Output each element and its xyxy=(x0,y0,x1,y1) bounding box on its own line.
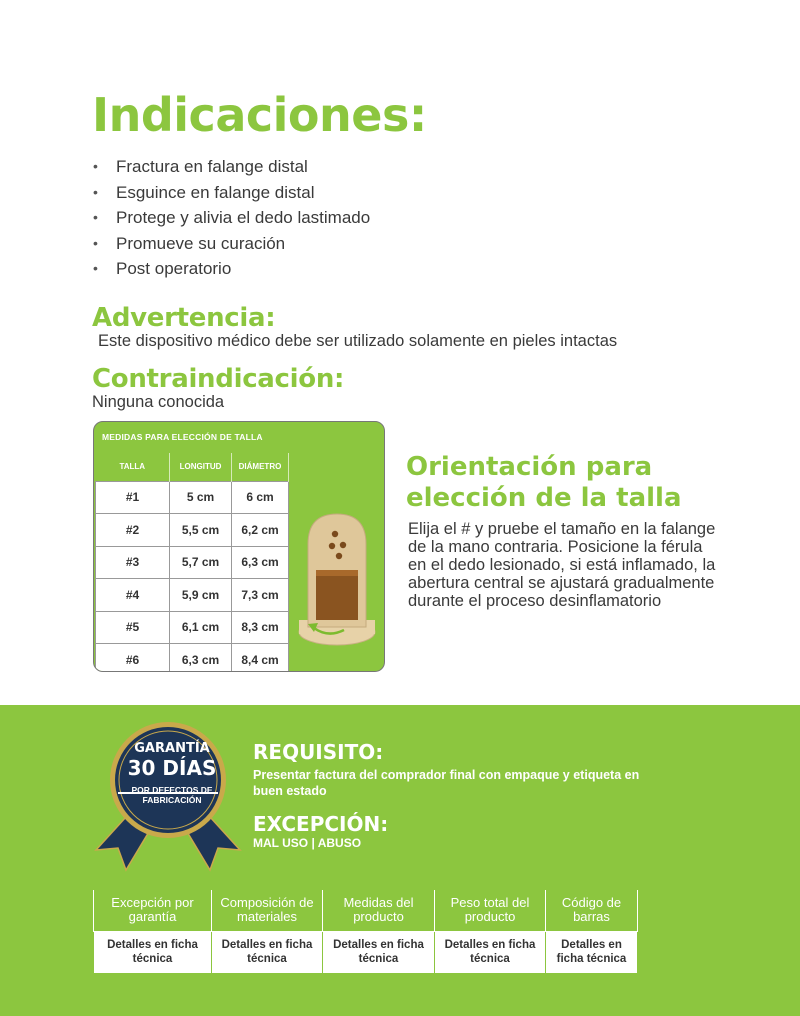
column-header: Composición de materiales xyxy=(212,890,323,931)
table-row xyxy=(96,481,289,514)
length-cell: 5 cm xyxy=(170,481,232,514)
size-cell: #6 xyxy=(96,644,170,673)
table-header-row xyxy=(94,890,638,931)
list-item: • Protege y alivia el dedo lastimado xyxy=(92,205,370,231)
size-cell: #3 xyxy=(96,546,170,579)
size-table-card xyxy=(93,421,385,672)
diameter-cell: 8,4 cm xyxy=(232,644,289,673)
contraindication-text: Ninguna conocida xyxy=(92,393,225,411)
orientation-title-line1: Orientación para xyxy=(406,452,653,482)
column-header: LONGITUD xyxy=(170,453,232,481)
badge-days-label: 30 DÍAS xyxy=(127,756,217,780)
size-cell: #5 xyxy=(96,611,170,644)
table-row xyxy=(96,579,289,612)
list-item: • Promueve su curación xyxy=(92,231,370,257)
list-item: • Post operatorio xyxy=(92,256,370,282)
table-row xyxy=(96,546,289,579)
length-cell: 5,9 cm xyxy=(170,579,232,612)
table-cell: Detalles en ficha técnica xyxy=(212,931,323,973)
exception-text: MAL USO | ABUSO xyxy=(253,836,362,850)
table-cell: Detalles en ficha técnica xyxy=(94,931,212,973)
diameter-cell: 6,3 cm xyxy=(232,546,289,579)
diameter-cell: 7,3 cm xyxy=(232,579,289,612)
indications-title: Indicaciones: xyxy=(92,88,427,142)
table-cell: Detalles en ficha técnica xyxy=(323,931,435,973)
requirement-title: REQUISITO: xyxy=(253,740,384,764)
table-row xyxy=(96,644,289,673)
list-item: • Esguince en falange distal xyxy=(92,180,370,206)
diameter-cell: 6,2 cm xyxy=(232,514,289,547)
column-header: Código de barras xyxy=(546,890,638,931)
list-item: • Fractura en falange distal xyxy=(92,154,370,180)
column-header: Peso total del producto xyxy=(435,890,546,931)
column-header: TALLA xyxy=(96,453,170,481)
warning-text: Este dispositivo médico debe ser utilizado solamente en pieles intactas xyxy=(98,332,618,350)
table-cell: Detalles en ficha técnica xyxy=(546,931,638,973)
orientation-title-line2: elección de la talla xyxy=(406,483,682,513)
requirement-text: Presentar factura del comprador final con empaque y etiqueta en buen estado xyxy=(253,768,640,798)
diameter-cell: 6 cm xyxy=(232,481,289,514)
table-row xyxy=(94,931,638,973)
length-cell: 6,1 cm xyxy=(170,611,232,644)
column-header: Medidas del producto xyxy=(323,890,435,931)
orientation-title xyxy=(406,452,682,514)
badge-warranty-label: GARANTÍA xyxy=(134,741,210,756)
size-table-title: MEDIDAS PARA ELECCIÓN DE TALLA xyxy=(102,432,263,442)
badge-defects-label: POR DEFECTOS DE FABRICACIÓN xyxy=(131,785,213,805)
length-cell: 5,7 cm xyxy=(170,546,232,579)
specs-table xyxy=(93,890,638,974)
column-header: DIÁMETRO xyxy=(232,453,289,481)
exception-title: EXCEPCIÓN: xyxy=(253,812,389,836)
column-header: Excepción por garantía xyxy=(94,890,212,931)
size-cell: #2 xyxy=(96,514,170,547)
orientation-text: Elija el # y pruebe el tamaño en la falange de la mano contraria. Posicione la férula en el dedo lesionado, si está inflamado, la abertura central se ajustará gradualmente durante el proceso desinflamatorio xyxy=(408,520,716,610)
diameter-cell: 8,3 cm xyxy=(232,611,289,644)
size-cell: #4 xyxy=(96,579,170,612)
indications-list xyxy=(92,154,370,282)
table-row xyxy=(96,611,289,644)
table-cell: Detalles en ficha técnica xyxy=(435,931,546,973)
table-row xyxy=(96,514,289,547)
length-cell: 5,5 cm xyxy=(170,514,232,547)
size-table xyxy=(95,453,289,672)
warning-title: Advertencia: xyxy=(92,303,276,333)
size-cell: #1 xyxy=(96,481,170,514)
finger-splint-icon xyxy=(292,452,385,672)
table-header-row xyxy=(96,453,289,481)
contraindication-title: Contraindicación: xyxy=(92,364,345,394)
length-cell: 6,3 cm xyxy=(170,644,232,673)
splint-illustration xyxy=(292,452,385,672)
